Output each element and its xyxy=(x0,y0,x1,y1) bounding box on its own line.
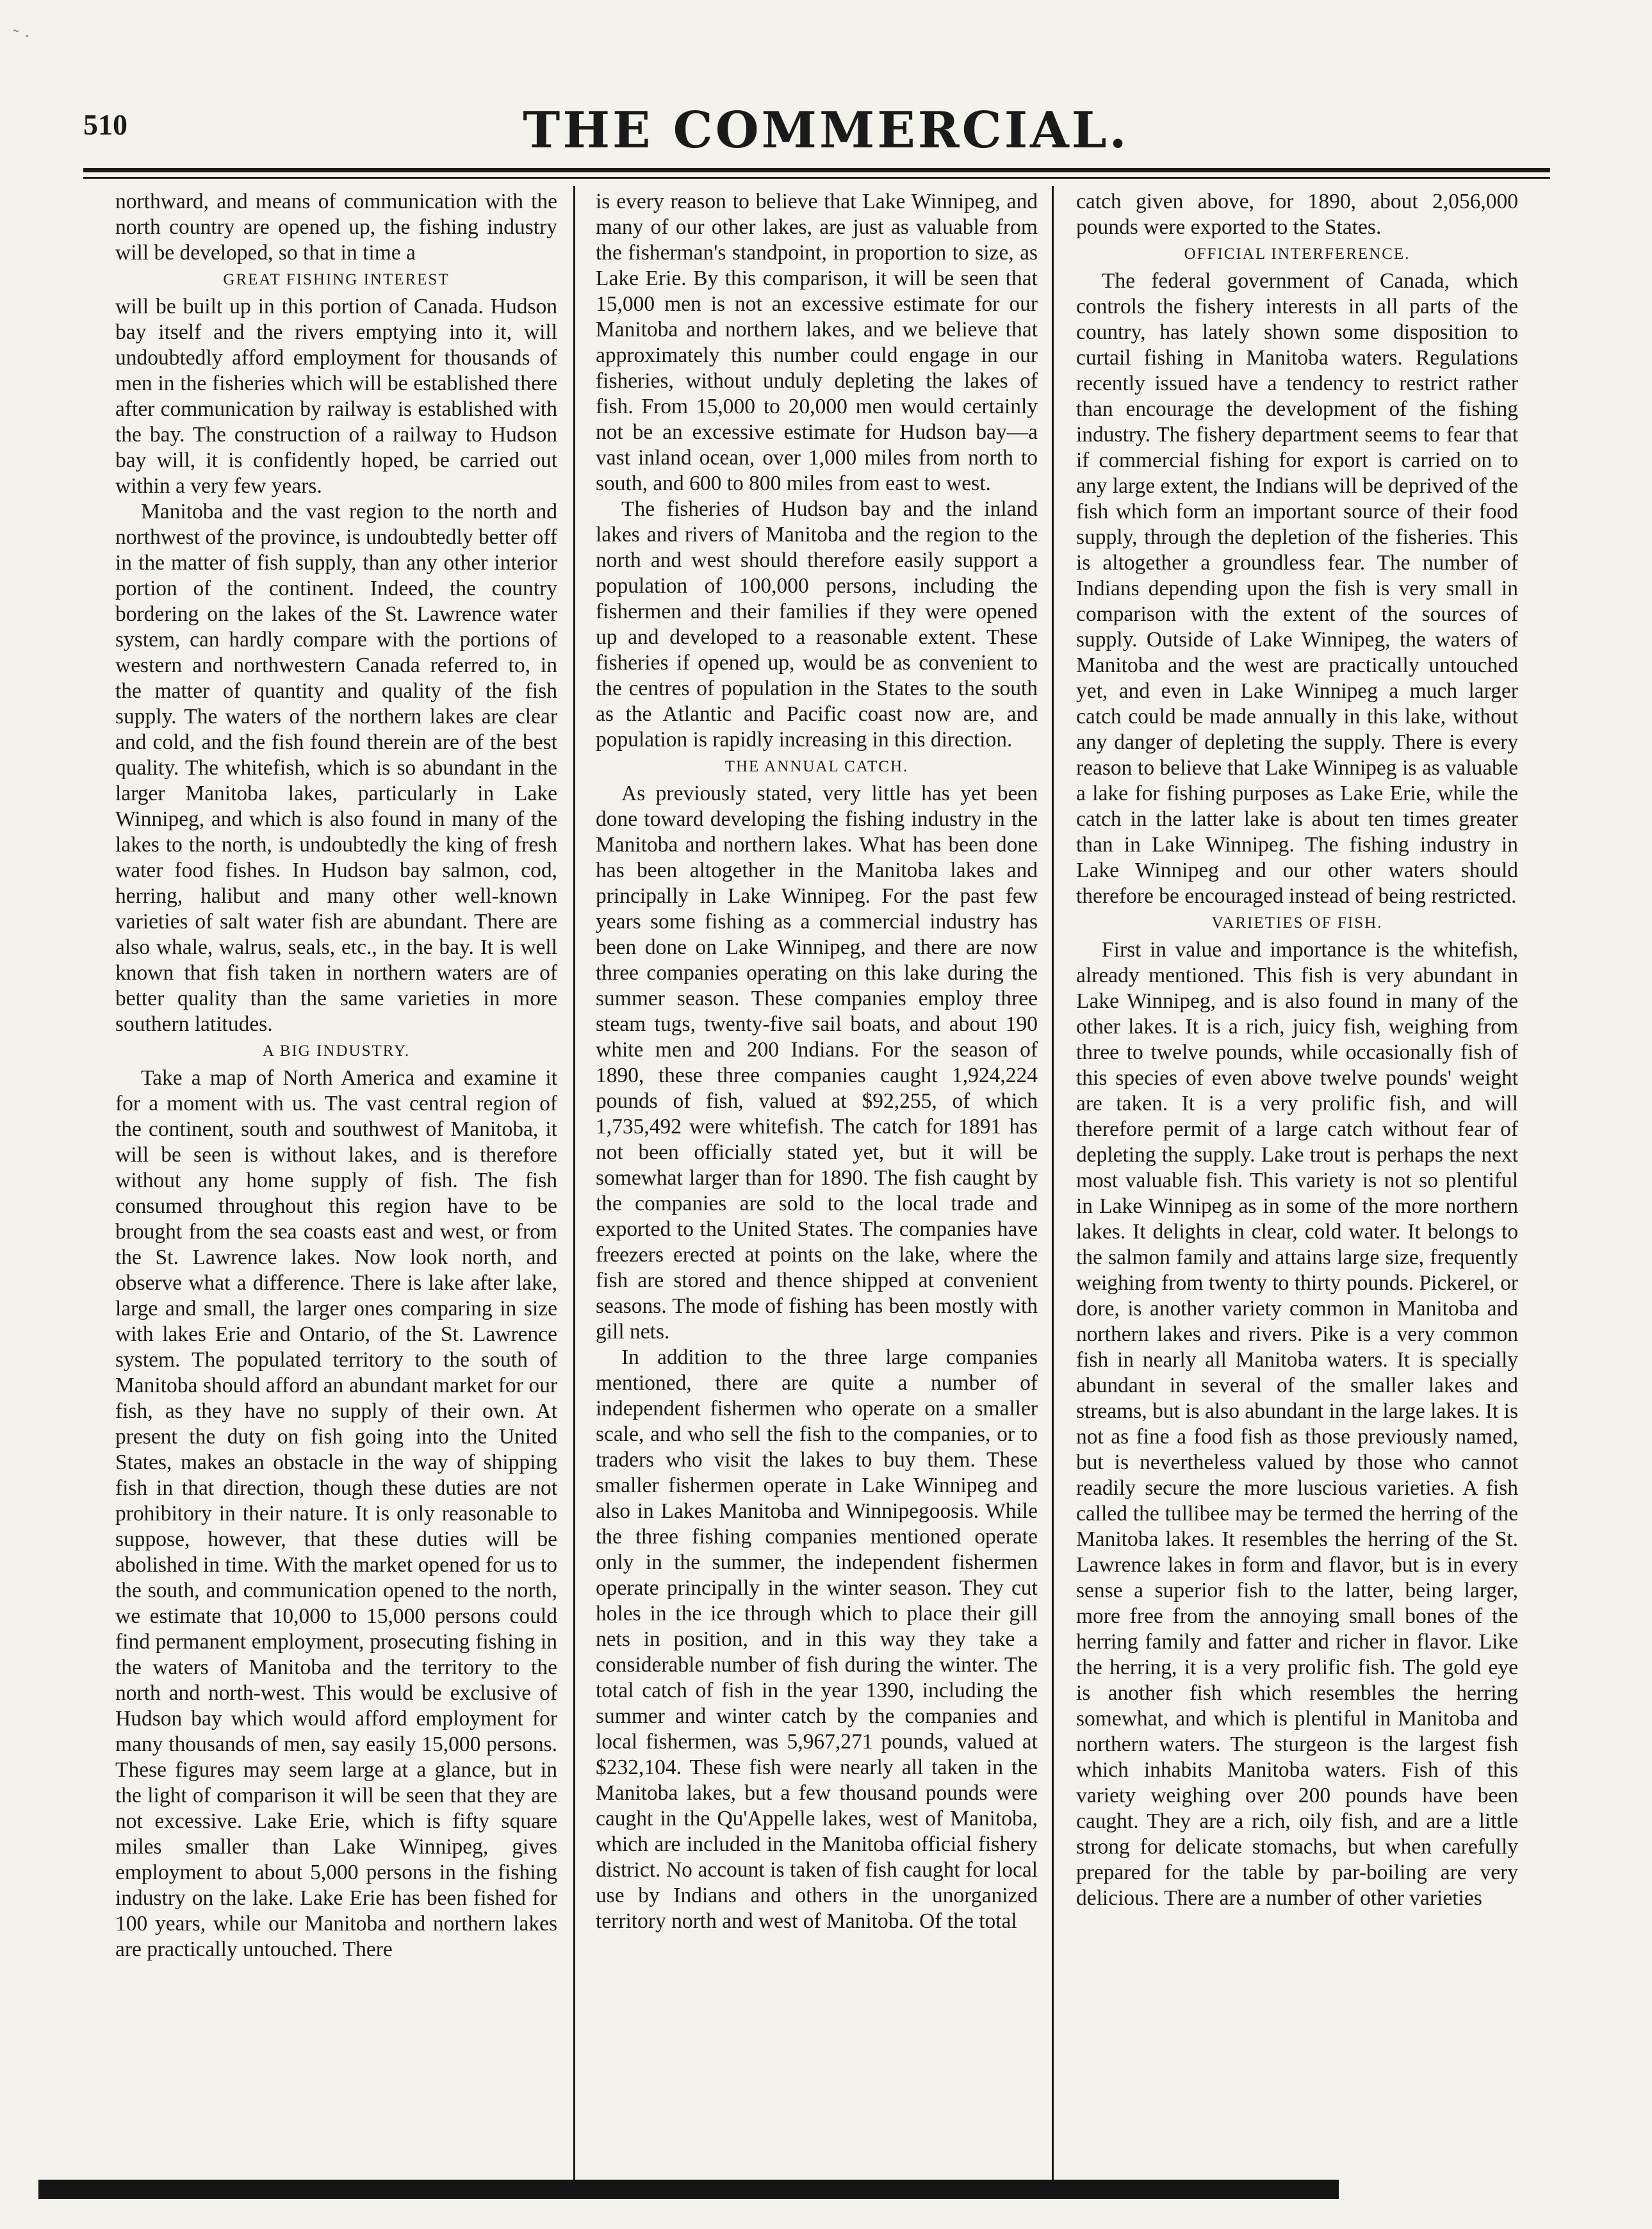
paragraph: The federal government of Canada, which controls the fishery interests in all parts of the country, has lately shown some disposition to curtail fishing in Manitoba waters. Regulations recently issued have a tendency to restrict rather than encourage the development of the fishing industry. The fishery department seems to fear that if commercial fishing for export is carried on to any large extent, the Indians will be deprived of the fish which form an important source of their food supply, through the depletion of the fisheries. This is altogether a groundless fear. The number of Indians depending upon the fish is very small in comparison with the extent of the sources of supply. Outside of Lake Winnipeg, the waters of Manitoba and the west are practically untouched yet, and even in Lake Winnipeg a much larger catch could be made annually in this lake, without any danger of depleting the supply. There is every reason to believe that Lake Winnipeg is as valuable a lake for fishing purposes as Lake Erie, while the catch in the latter lake is about ten times greater than in Lake Winnipeg. The fishing industry in Lake Winnipeg and our other waters should therefore be encouraged instead of being restricted. xyxy=(1076,269,1518,908)
paragraph: is every reason to believe that Lake Winnipeg, and many of our other lakes, are just as valuable from the fisherman's standpoint, in proportion to size, as Lake Erie. By this comparison, it will be seen that 15,000 men is not an excessive estimate for our Manitoba and northern lakes, and we believe that approximately this number could engage in our fisheries, without unduly depleting the lakes of fish. From 15,000 to 20,000 men would certainly not be an excessive estimate for Hudson bay—a vast inland ocean, over 1,000 miles from north to south, and 600 to 800 miles from east to west. xyxy=(596,190,1038,495)
column-divider xyxy=(1052,186,1054,2198)
section-heading: OFFICIAL INTERFERENCE. xyxy=(1184,245,1411,263)
section-heading: GREAT FISHING INTEREST xyxy=(223,271,450,288)
paragraph: will be built up in this portion of Canada. Hudson bay itself and the rivers emptying into it, will undoubtedly afford employment for thousands of men in the fisheries which will be established there after communication by railway is established with the bay. The construction of a railway to Hudson bay will, it is confidently hoped, be carried out within a very few years. xyxy=(115,295,557,498)
column-3 xyxy=(1076,189,1518,1911)
paragraph: Manitoba and the vast region to the north and northwest of the province, is undoubtedly better off in the matter of fish supply, than any other interior portion of the continent. Indeed, the country bordering on the lakes of the St. Lawrence water system, can hardly compare with the portions of western and northwestern Canada referred to, in the matter of quantity and quality of the fish supply. The waters of the northern lakes are clear and cold, and the fish found therein are of the best quality. The whitefish, which is so abundant in the larger Manitoba lakes, particularly in Lake Winnipeg, and which is also found in many of the lakes to the north, is undoubtedly the king of fresh water food fishes. In Hudson bay salmon, cod, herring, halibut and many other well-known varieties of salt water fish are abundant. There are also whale, walrus, seals, etc., in the bay. It is well known that fish taken in northern waters are of better quality than the same varieties in more southern latitudes. xyxy=(115,500,557,1036)
paragraph: northward, and means of communication with the north country are opened up, the fishing industry will be developed, so that in time a xyxy=(115,190,557,265)
page-number: 510 xyxy=(83,108,127,141)
paragraph: The fisheries of Hudson bay and the inland lakes and rivers of Manitoba and the region to the north and west should therefore easily support a population of 100,000 persons, including the fishermen and their families if they were opened up and developed to a reasonable extent. These fisheries if opened up, would be as convenient to the centres of population in the States to the south as the Atlantic and Pacific coast now are, and population is rapidly increasing in this direction. xyxy=(596,497,1038,752)
column-divider xyxy=(573,186,575,2198)
bottom-bar xyxy=(38,2180,1339,2199)
scan-mark: ˜ · xyxy=(13,26,31,47)
paragraph: In addition to the three large companies mentioned, there are quite a number of independent fishermen who operate on a smaller scale, and who sell the fish to the companies, or to traders who visit the lakes to buy them. These smaller fishermen operate in Lake Winnipeg and also in Lakes Manitoba and Winnipegoosis. While the three fishing companies mentioned operate only in the summer, the independent fishermen operate principally in the winter season. They cut holes in the ice through which to place their gill nets in position, and in this way they take a considerable number of fish during the winter. The total catch of fish in the year 1390, including the summer and winter catch by the companies and local fishermen, was 5,967,271 pounds, valued at $232,104. These fish were nearly all taken in the Manitoba lakes, but a few thousand pounds were caught in the Qu'Appelle lakes, west of Manitoba, which are included in the Manitoba official fishery district. No account is taken of fish caught for local use by Indians and others in the unorganized territory north and west of Manitoba. Of the total xyxy=(596,1345,1038,1933)
column-2 xyxy=(596,189,1038,1934)
header-rule xyxy=(83,168,1550,172)
section-heading: THE ANNUAL CATCH. xyxy=(724,758,909,775)
column-1 xyxy=(115,189,557,1962)
header-rule-thin xyxy=(83,177,1550,179)
paragraph: Take a map of North America and examine it for a moment with us. The vast central region of the continent, south and southwest of Manitoba, it will be seen is without lakes, and is therefore without any home supply of fish. The fish consumed throughout this region have to be brought from the sea coasts east and west, or from the St. Lawrence lakes. Now look north, and observe what a difference. There is lake after lake, large and small, the larger ones comparing in size with lakes Erie and Ontario, of the St. Lawrence system. The populated territory to the south of Manitoba should afford an abundant market for our fish, as they have no supply of their own. At present the duty on fish going into the United States, makes an obstacle in the way of shipping fish in that direction, though these duties are not prohibitory in their nature. It is only reasonable to suppose, however, that these duties will be abolished in time. With the market opened for us to the south, and communication opened to the north, we estimate that 10,000 to 15,000 persons could find permanent employment, prosecuting fishing in the waters of Manitoba and the territory to the north and north-west. This would be exclusive of Hudson bay which would afford employment for many thousands of men, say easily 15,000 persons. These figures may seem large at a glance, but in the light of comparison it will be seen that they are not excessive. Lake Erie, which is fifty square miles smaller than Lake Winnipeg, gives employment to about 5,000 persons in the fishing industry on the lake. Lake Erie has been fished for 100 years, while our Manitoba and northern lakes are practically untouched. There xyxy=(115,1066,557,1961)
masthead: THE COMMERCIAL. xyxy=(523,101,1129,160)
section-heading: A BIG INDUSTRY. xyxy=(262,1042,411,1060)
paragraph: First in value and importance is the whitefish, already mentioned. This fish is very abundant in Lake Winnipeg, and is also found in many of the other lakes. It is a rich, juicy fish, weighing from three to twelve pounds, while occasionally fish of this species of even above twelve pounds' weight are taken. It is a very prolific fish, and will therefore permit of a large catch without fear of depleting the supply. Lake trout is perhaps the next most valuable fish. This variety is not so plentiful in Lake Winnipeg as in some of the more northern lakes. It delights in clear, cold water. It belongs to the salmon family and attains large size, frequently weighing from twenty to thirty pounds. Pickerel, or dore, is another variety common in Manitoba and northern lakes and rivers. Pike is a very common fish in nearly all Manitoba waters. It is specially abundant in several of the smaller lakes and streams, but is also abundant in the large lakes. It is not as fine a food fish as those previously named, but is nevertheless valued by those who cannot readily secure the more luscious varieties. A fish called the tullibee may be termed the herring of the Manitoba lakes. It resembles the herring of the St. Lawrence lakes in form and flavor, but is in every sense a superior fish to the latter, being larger, more free from the annoying small bones of the herring family and fatter and richer in flavor. Like the herring, it is a very prolific fish. The gold eye is another fish which resembles the herring somewhat, and which is plentiful in Manitoba and northern waters. The sturgeon is the largest fish which inhabits Manitoba waters. Fish of this variety weighing over 200 pounds have been caught. They are a rich, oily fish, and are a little strong for delicate stomachs, but when carefully prepared for the table by par-boiling are very delicious. There are a number of other varieties xyxy=(1076,938,1518,1910)
section-heading: VARIETIES OF FISH. xyxy=(1211,914,1383,932)
paragraph: As previously stated, very little has yet been done toward developing the fishing industry in the Manitoba and northern lakes. What has been done has been altogether in the Manitoba lakes and principally in Lake Winnipeg. For the past few years some fishing as a commercial industry has been done on Lake Winnipeg, and there are now three companies operating on this lake during the summer season. These companies employ three steam tugs, twenty-five sail boats, and about 190 white men and 200 Indians. For the season of 1890, these three companies caught 1,924,224 pounds of fish, valued at $92,255, of which 1,735,492 were whitefish. The catch for 1891 has not been officially stated yet, but it will be somewhat larger than for 1890. The fish caught by the companies are sold to the local trade and exported to the United States. The companies have freezers erected at points on the lake, where the fish are stored and thence shipped at convenient seasons. The mode of fishing has been mostly with gill nets. xyxy=(596,782,1038,1344)
paragraph: catch given above, for 1890, about 2,056,000 pounds were exported to the States. xyxy=(1076,190,1518,239)
